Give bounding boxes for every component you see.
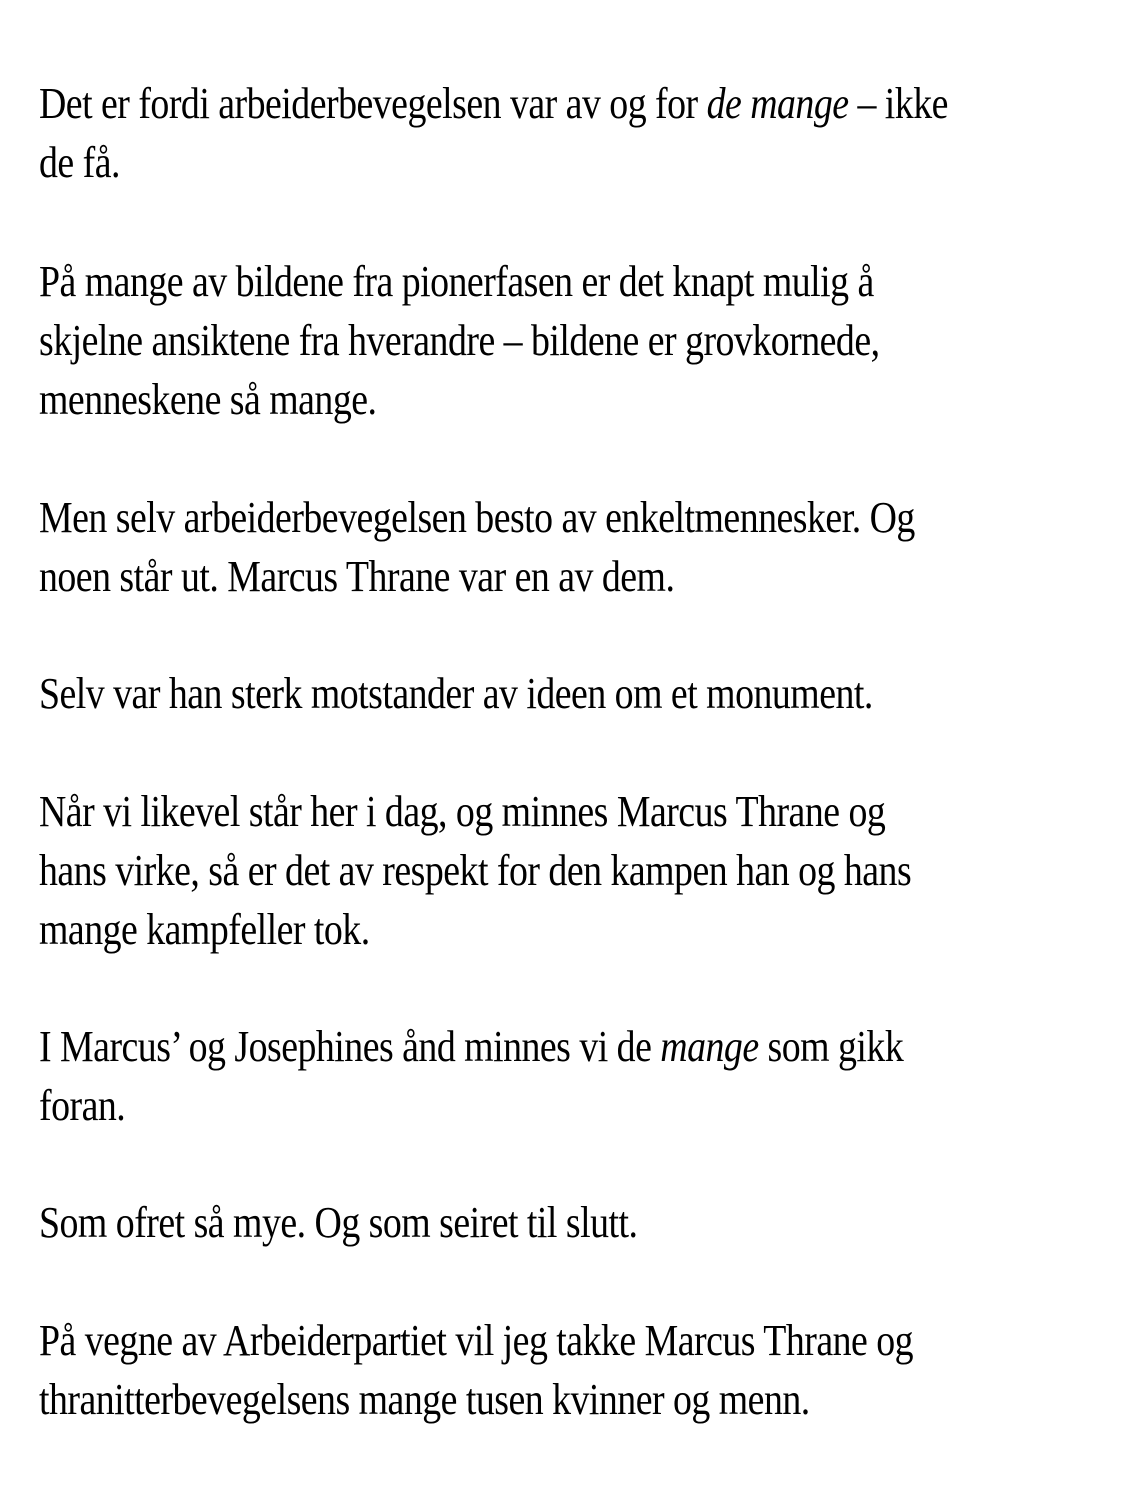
paragraph-5-line-3: mange kampfeller tok. bbox=[39, 905, 370, 954]
paragraph-8-line-2: thranitterbevegelsens mange tusen kvinner og menn. bbox=[39, 1375, 810, 1424]
paragraph-5 bbox=[39, 782, 911, 959]
paragraph-7 bbox=[39, 1193, 637, 1252]
paragraph-6-line-1-before: I Marcus’ og Josephines ånd minnes vi de bbox=[39, 1022, 661, 1071]
paragraph-4-line-1: Selv var han sterk motstander av ideen om et monument. bbox=[39, 669, 873, 718]
paragraph-2 bbox=[39, 252, 880, 429]
paragraph-6 bbox=[39, 1017, 903, 1135]
paragraph-1-line-1-after: – ikke bbox=[848, 79, 948, 128]
paragraph-2-line-2: skjelne ansiktene fra hverandre – bildene er grovkornede, bbox=[39, 316, 880, 365]
paragraph-1-line-2: de få. bbox=[39, 138, 120, 187]
paragraph-8-line-1: På vegne av Arbeiderpartiet vil jeg takke Marcus Thrane og bbox=[39, 1316, 914, 1365]
paragraph-6-emphasis: mange bbox=[660, 1022, 759, 1071]
paragraph-1-line-1-before: Det er fordi arbeiderbevegelsen var av og for bbox=[39, 79, 707, 128]
paragraph-4 bbox=[39, 664, 873, 723]
paragraph-1-line-1 bbox=[39, 74, 948, 133]
paragraph-7-line-1: Som ofret så mye. Og som seiret til slutt. bbox=[39, 1198, 638, 1247]
paragraph-8 bbox=[39, 1311, 913, 1429]
paragraph-1 bbox=[39, 74, 948, 192]
paragraph-6-line-1-after: som gikk bbox=[758, 1022, 904, 1071]
paragraph-3-line-1: Men selv arbeiderbevegelsen besto av enkeltmennesker. Og bbox=[39, 493, 915, 542]
paragraph-2-line-3: menneskene så mange. bbox=[39, 375, 377, 424]
paragraph-5-line-1: Når vi likevel står her i dag, og minnes Marcus Thrane og bbox=[39, 787, 886, 836]
paragraph-1-emphasis: de mange bbox=[706, 79, 849, 128]
paragraph-5-line-2: hans virke, så er det av respekt for den kampen han og hans bbox=[39, 846, 912, 895]
paragraph-6-line-2: foran. bbox=[39, 1081, 126, 1130]
paragraph-3-line-2: noen står ut. Marcus Thrane var en av dem. bbox=[39, 552, 675, 601]
paragraph-3 bbox=[39, 488, 915, 606]
paragraph-2-line-1: På mange av bildene fra pionerfasen er det knapt mulig å bbox=[39, 257, 874, 306]
paragraph-6-line-1 bbox=[39, 1017, 903, 1076]
